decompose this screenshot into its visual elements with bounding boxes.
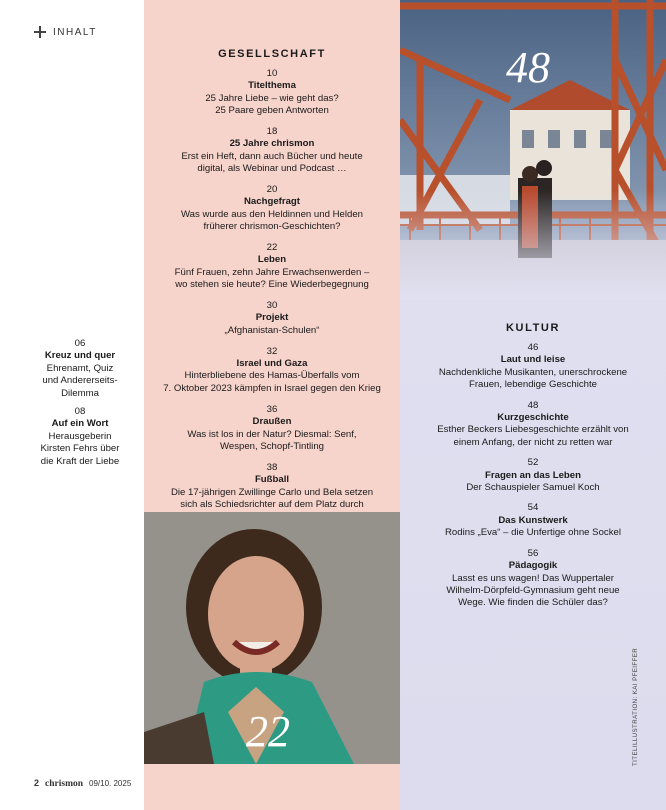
toc-entry[interactable] — [144, 462, 400, 512]
entry-title: Israel und Gaza — [236, 358, 308, 370]
entry-desc: Erst ein Heft, dann auch Bücher und heute digital, als Webinar und Podcast … — [181, 150, 363, 175]
toc-entry[interactable] — [144, 242, 400, 292]
toc-entry[interactable] — [144, 346, 400, 396]
entry-desc: Was wurde aus den Heldinnen und Helden früherer chrismon-Geschichten? — [180, 208, 364, 233]
entry-title: Pädagogik — [508, 560, 558, 572]
entry-title: Projekt — [255, 312, 289, 324]
entry-page: 46 — [527, 342, 539, 353]
section-title: GESELLSCHAFT — [218, 48, 326, 60]
entry-desc: Herausgeberin Kirsten Fehrs über die Kraft der Liebe — [40, 430, 120, 467]
kultur-section — [400, 322, 666, 618]
page-number: 2 — [34, 778, 40, 788]
toc-entry[interactable] — [36, 338, 124, 400]
toc-entry[interactable] — [144, 126, 400, 176]
entry-desc: Was ist los in der Natur? Diesmal: Senf, Wespen, Schopf-Tintling — [187, 428, 357, 452]
entry-title: Das Kunstwerk — [498, 514, 568, 526]
entry-page: 08 — [74, 406, 86, 418]
entry-desc: Fünf Frauen, zehn Jahre Erwachsenwerden – wo stehen sie heute? Eine Wiederbegegnung — [174, 266, 370, 291]
section-label: INHALT — [53, 26, 97, 38]
toc-entry[interactable] — [400, 342, 666, 392]
entry-desc: Ehrenamt, Quiz und Andererseits- Dilemma — [42, 362, 118, 399]
entry-desc: Nachdenkliche Musikanten, unerschrockene Frauen, lebendige Geschichte — [438, 366, 628, 391]
entry-page: 56 — [527, 547, 539, 559]
toc-entry[interactable] — [400, 502, 666, 539]
entry-desc: Esther Beckers Liebesgeschichte erzählt von einem Anfang, der nicht zu retten war — [437, 424, 629, 448]
entry-page: 20 — [266, 184, 278, 196]
entry-desc: Die 17-jährigen Zwillinge Carlo und Bela setzen sich als Schiedsrichter auf dem Platz durch — [170, 486, 374, 510]
entry-page: 06 — [74, 338, 86, 349]
entry-desc: Rodins „Eva“ – die Unfertige ohne Sockel — [445, 527, 621, 539]
cross-icon — [34, 26, 46, 38]
toc-entry[interactable] — [144, 68, 400, 118]
section-header — [34, 26, 97, 38]
entry-page: 30 — [266, 300, 278, 312]
entry-desc: Lasst es uns wagen! Das Wuppertaler Wilhelm-Dörpfeld-Gymnasium geht neue Wege. Wie finden die Schüler das? — [446, 572, 620, 609]
toc-entry[interactable] — [400, 400, 666, 450]
page-number-overlay: 48 — [506, 43, 550, 92]
entry-desc: 25 Jahre Liebe – wie geht das? 25 Paare geben Antworten — [205, 92, 339, 117]
page-number-overlay: 22 — [246, 707, 290, 756]
section-title: KULTUR — [506, 322, 560, 334]
entry-title: Nachgefragt — [244, 196, 300, 208]
magazine-name: chrismon — [45, 779, 84, 789]
illustration-fade — [400, 190, 666, 300]
toc-entry[interactable] — [144, 300, 400, 337]
entry-desc: Der Schauspieler Samuel Koch — [466, 482, 600, 494]
toc-entry[interactable] — [144, 184, 400, 234]
entry-page: 36 — [266, 403, 278, 415]
entry-page: 32 — [266, 345, 278, 357]
toc-entry[interactable] — [400, 457, 666, 494]
entry-title: Auf ein Wort — [51, 418, 109, 430]
entry-title: Laut und leise — [500, 354, 566, 366]
entry-page: 22 — [266, 242, 278, 254]
entry-page: 18 — [266, 126, 278, 138]
toc-entry[interactable] — [36, 406, 124, 468]
illustration-credit: TITELILLUSTRATION: KAI PFEIFFER — [632, 647, 639, 766]
entry-title: Kurzgeschichte — [497, 412, 569, 424]
entry-title: Leben — [257, 254, 287, 266]
entry-desc: Hinterbliebene des Hamas-Überfalls vom 7. Oktober 2023 kämpfen in Israel gegen den Krieg — [163, 370, 381, 394]
toc-entry[interactable] — [144, 404, 400, 454]
entry-desc: „Afghanistan-Schulen“ — [224, 324, 320, 336]
entry-title: Titelthema — [248, 80, 296, 92]
gesellschaft-section — [144, 48, 400, 520]
issue-date: 09/10. 2025 — [89, 779, 132, 788]
entry-title: Kreuz und quer — [44, 350, 116, 362]
entry-page: 54 — [527, 502, 539, 514]
entry-title: 25 Jahre chrismon — [229, 138, 315, 150]
entry-title: Fragen an das Leben — [485, 469, 581, 481]
entry-page: 10 — [266, 68, 278, 79]
toc-entry[interactable] — [400, 548, 666, 610]
page-footer — [34, 778, 131, 789]
entry-title: Fußball — [254, 474, 290, 486]
entry-title: Draußen — [252, 416, 292, 428]
entry-page: 38 — [266, 461, 278, 473]
entry-page: 52 — [527, 457, 539, 469]
left-entries — [36, 338, 124, 474]
entry-page: 48 — [527, 399, 539, 411]
